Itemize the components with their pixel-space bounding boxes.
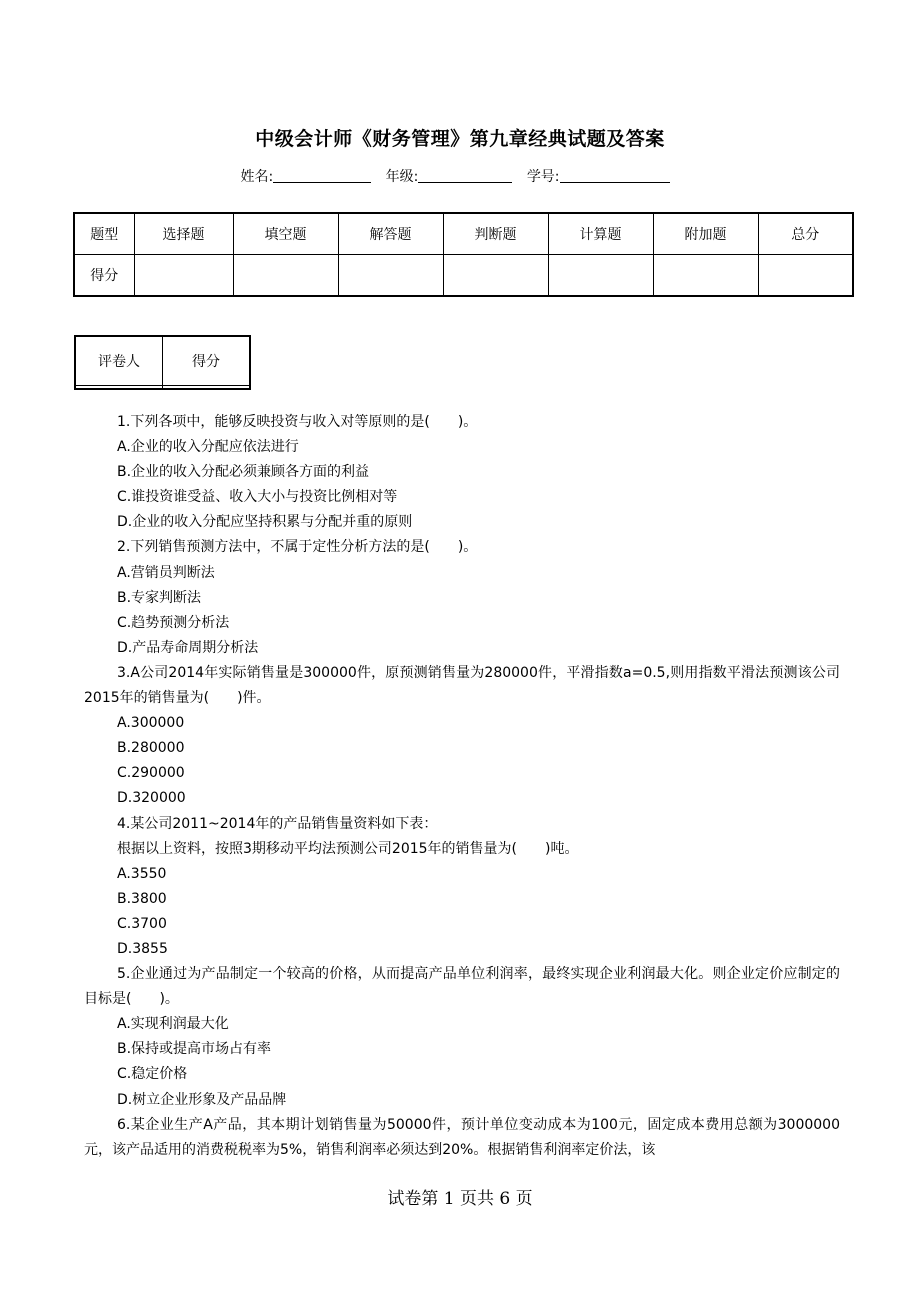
score-header-cell: 判断题 bbox=[443, 213, 548, 255]
score-header-cell: 附加题 bbox=[653, 213, 758, 255]
page-footer: 试卷第 1 页共 6 页 bbox=[387, 1189, 533, 1209]
question-stem: 3.A公司2014年实际销售量是300000件，原预测销售量为280000件，平滑指数a=0.5,则用指数平滑法预测该公司2015年的销售量为( )件。 bbox=[84, 664, 840, 707]
answer-option: B.企业的收入分配必须兼顾各方面的利益 bbox=[117, 464, 370, 481]
answer-option: D.3855 bbox=[117, 940, 168, 957]
answer-option: A.实现利润最大化 bbox=[117, 1016, 229, 1033]
answer-option: D.企业的收入分配应坚持积累与分配并重的原则 bbox=[117, 514, 413, 531]
answer-option: A.3550 bbox=[117, 865, 167, 882]
score-header-cell: 计算题 bbox=[548, 213, 653, 255]
grader-value-row bbox=[75, 386, 250, 389]
score-cell[interactable] bbox=[443, 255, 548, 297]
question-stem: 4.某公司2011~2014年的产品销售量资料如下表： bbox=[117, 815, 438, 832]
score-cell[interactable] bbox=[548, 255, 653, 297]
grader-header-cell: 评卷人 bbox=[75, 336, 163, 386]
score-header-cell: 题型 bbox=[74, 213, 134, 255]
grade-label: 年级: bbox=[385, 169, 419, 185]
score-header-cell: 选择题 bbox=[134, 213, 233, 255]
questions-section bbox=[84, 410, 840, 1163]
name-field[interactable] bbox=[273, 168, 371, 183]
question-stem: 2.下列销售预测方法中，不属于定性分析方法的是( )。 bbox=[117, 539, 478, 556]
name-label: 姓名: bbox=[240, 169, 274, 185]
grade-field[interactable] bbox=[418, 168, 512, 183]
answer-option: C.稳定价格 bbox=[117, 1066, 188, 1083]
student-id-label: 学号: bbox=[526, 169, 560, 185]
score-header-cell: 填空题 bbox=[233, 213, 338, 255]
answer-option: B.专家判断法 bbox=[117, 589, 202, 606]
grader-score-cell[interactable] bbox=[163, 386, 251, 389]
score-header-cell: 总分 bbox=[758, 213, 853, 255]
student-id-field[interactable] bbox=[560, 168, 670, 183]
answer-option: B.3800 bbox=[117, 890, 167, 907]
answer-option: C.趋势预测分析法 bbox=[117, 614, 230, 631]
score-cell[interactable] bbox=[338, 255, 443, 297]
answer-option: D.产品寿命周期分析法 bbox=[117, 639, 259, 656]
grader-table bbox=[74, 335, 251, 390]
student-info-line bbox=[0, 166, 920, 186]
answer-option: C.290000 bbox=[117, 765, 185, 782]
question-extra-text: 根据以上资料，按照3期移动平均法预测公司2015年的销售量为( )吨。 bbox=[117, 840, 579, 857]
grader-header-cell: 得分 bbox=[163, 336, 251, 386]
answer-option: B.280000 bbox=[117, 740, 185, 757]
score-table-header-row bbox=[74, 213, 853, 255]
question-stem: 1.下列各项中，能够反映投资与收入对等原则的是( )。 bbox=[117, 414, 478, 430]
question-stem: 5.企业通过为产品制定一个较高的价格，从而提高产品单位利润率，最终实现企业利润最大化。则企业定价应制定的目标是( )。 bbox=[84, 966, 840, 1008]
answer-option: D.树立企业形象及产品品牌 bbox=[117, 1091, 287, 1108]
score-table-score-row bbox=[74, 255, 853, 297]
answer-option: C.谁投资谁受益、收入大小与投资比例相对等 bbox=[117, 489, 398, 506]
score-cell[interactable] bbox=[653, 255, 758, 297]
answer-option: A.300000 bbox=[117, 715, 185, 732]
grader-name-cell[interactable] bbox=[75, 386, 163, 389]
grader-header-row bbox=[75, 336, 250, 386]
answer-option: A.营销员判断法 bbox=[117, 564, 215, 581]
page-title: 中级会计师《财务管理》第九章经典试题及答案 bbox=[255, 128, 665, 150]
question-stem: 6.某企业生产A产品，其本期计划销售量为50000件，预计单位变动成本为100元，固定成本费用总额为3000000元，该产品适用的消费税税率为5%，销售利润率必须达到20%。根据销售利润率定价法，该 bbox=[84, 1116, 840, 1158]
score-header-cell: 解答题 bbox=[338, 213, 443, 255]
score-cell[interactable] bbox=[233, 255, 338, 297]
score-cell[interactable] bbox=[758, 255, 853, 297]
score-table bbox=[73, 212, 854, 297]
answer-option: C.3700 bbox=[117, 915, 167, 932]
answer-option: A.企业的收入分配应依法进行 bbox=[117, 439, 299, 456]
score-cell[interactable] bbox=[134, 255, 233, 297]
score-row-label: 得分 bbox=[74, 255, 134, 297]
answer-option: B.保持或提高市场占有率 bbox=[117, 1041, 272, 1058]
answer-option: D.320000 bbox=[117, 790, 186, 807]
